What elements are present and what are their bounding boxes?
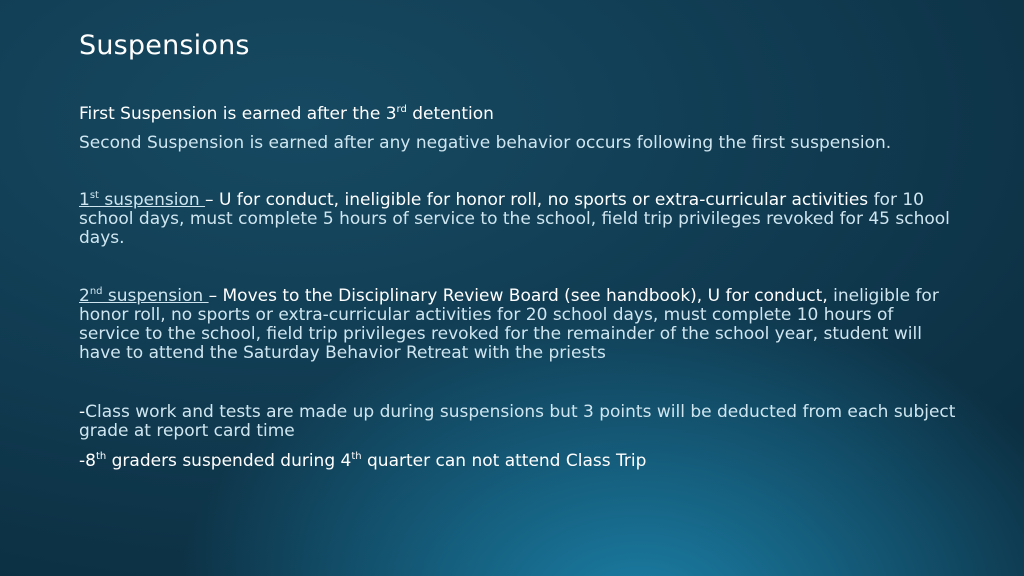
rule-text: First Suspension is earned after the 3 [79,104,397,124]
class-trip-note: -8th graders suspended during 4th quarter can not attend Class Trip [79,451,647,471]
ordinal-suffix: rd [396,104,407,115]
slide-body [79,105,959,471]
note-text: Class work and tests are made up during suspensions but 3 points will be deducted from each subject grade at report card time [79,402,956,441]
dash: - [79,402,86,422]
dash: – [205,190,214,210]
first-suspension-rule [79,105,959,124]
second-suspension-consequences [79,287,959,363]
consequence-text: U for conduct, ineligible for honor roll, no sports or extra-curricular activities [213,190,869,210]
rule-text: detention [406,104,494,124]
consequence-text: for 10 school days, must complete 5 hours of service to the school, field trip privileges revoked for 45 school days. [79,190,950,248]
first-suspension-label: 1st suspension [79,190,206,210]
second-suspension-rule: Second Suspension is earned after any negative behavior occurs following the first suspension. [79,133,892,153]
consequence-text: Moves to the Disciplinary Review Board (see handbook), U for conduct, [217,286,828,306]
dash: – [208,286,218,306]
slide-title: Suspensions [79,30,250,61]
classwork-note [79,403,959,441]
consequence-text: ineligible for honor roll, no sports or extra-curricular activities for 20 school days, must complete 10 hours of service to the school, field trip privileges revoked for the remainder of the school year, student will have to attend the Saturday Behavior Retreat with the priests [79,286,939,363]
second-suspension-label: 2nd suspension [79,286,209,306]
first-suspension-consequences [79,191,959,248]
